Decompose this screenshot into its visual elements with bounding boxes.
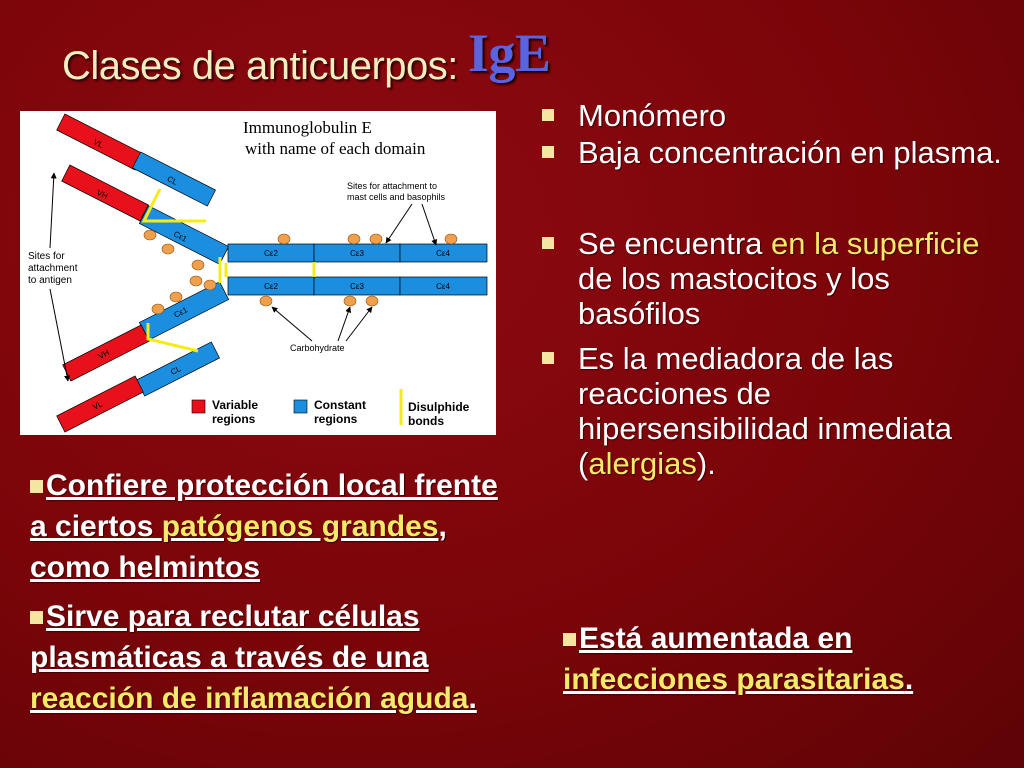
lower-vh-label: VH bbox=[96, 348, 111, 362]
note-recruit-text-end: . bbox=[468, 682, 477, 715]
bullet-surface-text-end: de los mastocitos y los basófilos bbox=[578, 261, 890, 331]
carbohydrate-arrows bbox=[272, 307, 372, 341]
carbohydrate-label: Carbohydrate bbox=[290, 343, 345, 353]
bullet-monomer-text: Monómero bbox=[578, 98, 727, 133]
diagram-title-line2: with name of each domain bbox=[245, 139, 426, 158]
note-increased-text: Está aumentada en bbox=[579, 622, 853, 655]
upper-ce3-label: Cε3 bbox=[350, 249, 364, 258]
lower-ce1-label: Cε1 bbox=[172, 305, 189, 320]
bullet-square-icon bbox=[542, 352, 554, 364]
note-square-icon bbox=[30, 480, 43, 493]
upper-cl-label: CL bbox=[165, 174, 179, 187]
note-increased bbox=[563, 618, 933, 700]
ige-diagram-svg bbox=[20, 111, 496, 435]
lower-ce3-label: Cε3 bbox=[350, 282, 364, 291]
bullet-square-icon bbox=[542, 237, 554, 249]
note-protection-highlight: patógenos grandes bbox=[161, 510, 439, 543]
lower-vl-label: VL bbox=[91, 399, 105, 412]
mast-sites-label-2: mast cells and basophils bbox=[347, 192, 446, 202]
lower-ce4-label: Cε4 bbox=[436, 282, 450, 291]
bullet-mediator-text: Es la mediadora de las reacciones de hipersensibilidad inmediata ( bbox=[578, 341, 952, 481]
legend-disulphide-label-1: Disulphide bbox=[408, 400, 470, 414]
mast-sites-arrows bbox=[386, 204, 436, 245]
note-recruit-highlight: reacción de inflamación aguda bbox=[30, 682, 469, 715]
diagram-title-line1: Immunoglobulin E bbox=[243, 118, 372, 137]
antigen-sites-label-1: Sites for bbox=[28, 251, 65, 262]
bullet-square-icon bbox=[542, 109, 554, 121]
note-increased-text-end: . bbox=[904, 663, 914, 696]
note-recruit bbox=[30, 596, 516, 719]
note-increased-highlight: infecciones parasitarias bbox=[563, 663, 905, 696]
bullet-monomer bbox=[540, 98, 1010, 133]
slide-title-text: Clases de anticuerpos: bbox=[62, 44, 458, 88]
note-protection bbox=[30, 465, 500, 588]
note-recruit-text: Sirve para reclutar células plasmáticas a través de una bbox=[30, 600, 429, 674]
note-protection-text-end: , como helmintos bbox=[30, 510, 447, 584]
antigen-sites-label-3: to antigen bbox=[28, 275, 72, 286]
bullet-mediator bbox=[540, 341, 1010, 481]
lower-cl-label: CL bbox=[169, 364, 183, 377]
upper-ce1-label: Cε1 bbox=[172, 229, 189, 244]
upper-vh-label: VH bbox=[95, 188, 110, 202]
bullet-mediator-text-end: ). bbox=[696, 446, 716, 481]
antigen-arrow-up bbox=[50, 173, 54, 248]
legend-variable-label-2: regions bbox=[212, 412, 256, 426]
legend-constant-label-2: regions bbox=[314, 412, 358, 426]
bullet-mediator-highlight: alergias bbox=[588, 446, 697, 481]
legend-constant-swatch bbox=[294, 400, 307, 413]
legend-constant-label-1: Constant bbox=[314, 398, 366, 412]
bullet-surface-highlight: en la superficie bbox=[771, 226, 980, 261]
note-protection-text: Confiere protección local frente a ciertos bbox=[30, 469, 498, 543]
slide-title bbox=[62, 23, 551, 92]
property-bullets bbox=[540, 98, 1010, 481]
antigen-sites-label-2: attachment bbox=[28, 263, 78, 274]
bullet-surface-text: Se encuentra bbox=[578, 226, 772, 261]
lower-ce2-label: Cε2 bbox=[264, 282, 278, 291]
ige-diagram bbox=[20, 111, 496, 435]
upper-vl-label: VL bbox=[91, 137, 105, 150]
bullet-square-icon bbox=[542, 146, 554, 158]
note-square-icon bbox=[30, 611, 43, 624]
slide-title-highlight: IgE bbox=[467, 23, 551, 83]
upper-ce2-label: Cε2 bbox=[264, 249, 278, 258]
note-square-icon bbox=[563, 633, 576, 646]
upper-ce4-label: Cε4 bbox=[436, 249, 450, 258]
antigen-arrow-down bbox=[50, 289, 68, 381]
legend-variable-swatch bbox=[192, 400, 205, 413]
mast-sites-label-1: Sites for attachment to bbox=[347, 181, 438, 191]
bullet-surface bbox=[540, 226, 1010, 331]
bullet-low-concentration-text: Baja concentración en plasma. bbox=[578, 135, 1002, 170]
legend-disulphide-label-2: bonds bbox=[408, 414, 444, 428]
legend-variable-label-1: Variable bbox=[212, 398, 259, 412]
bullet-low-concentration bbox=[540, 135, 1010, 170]
